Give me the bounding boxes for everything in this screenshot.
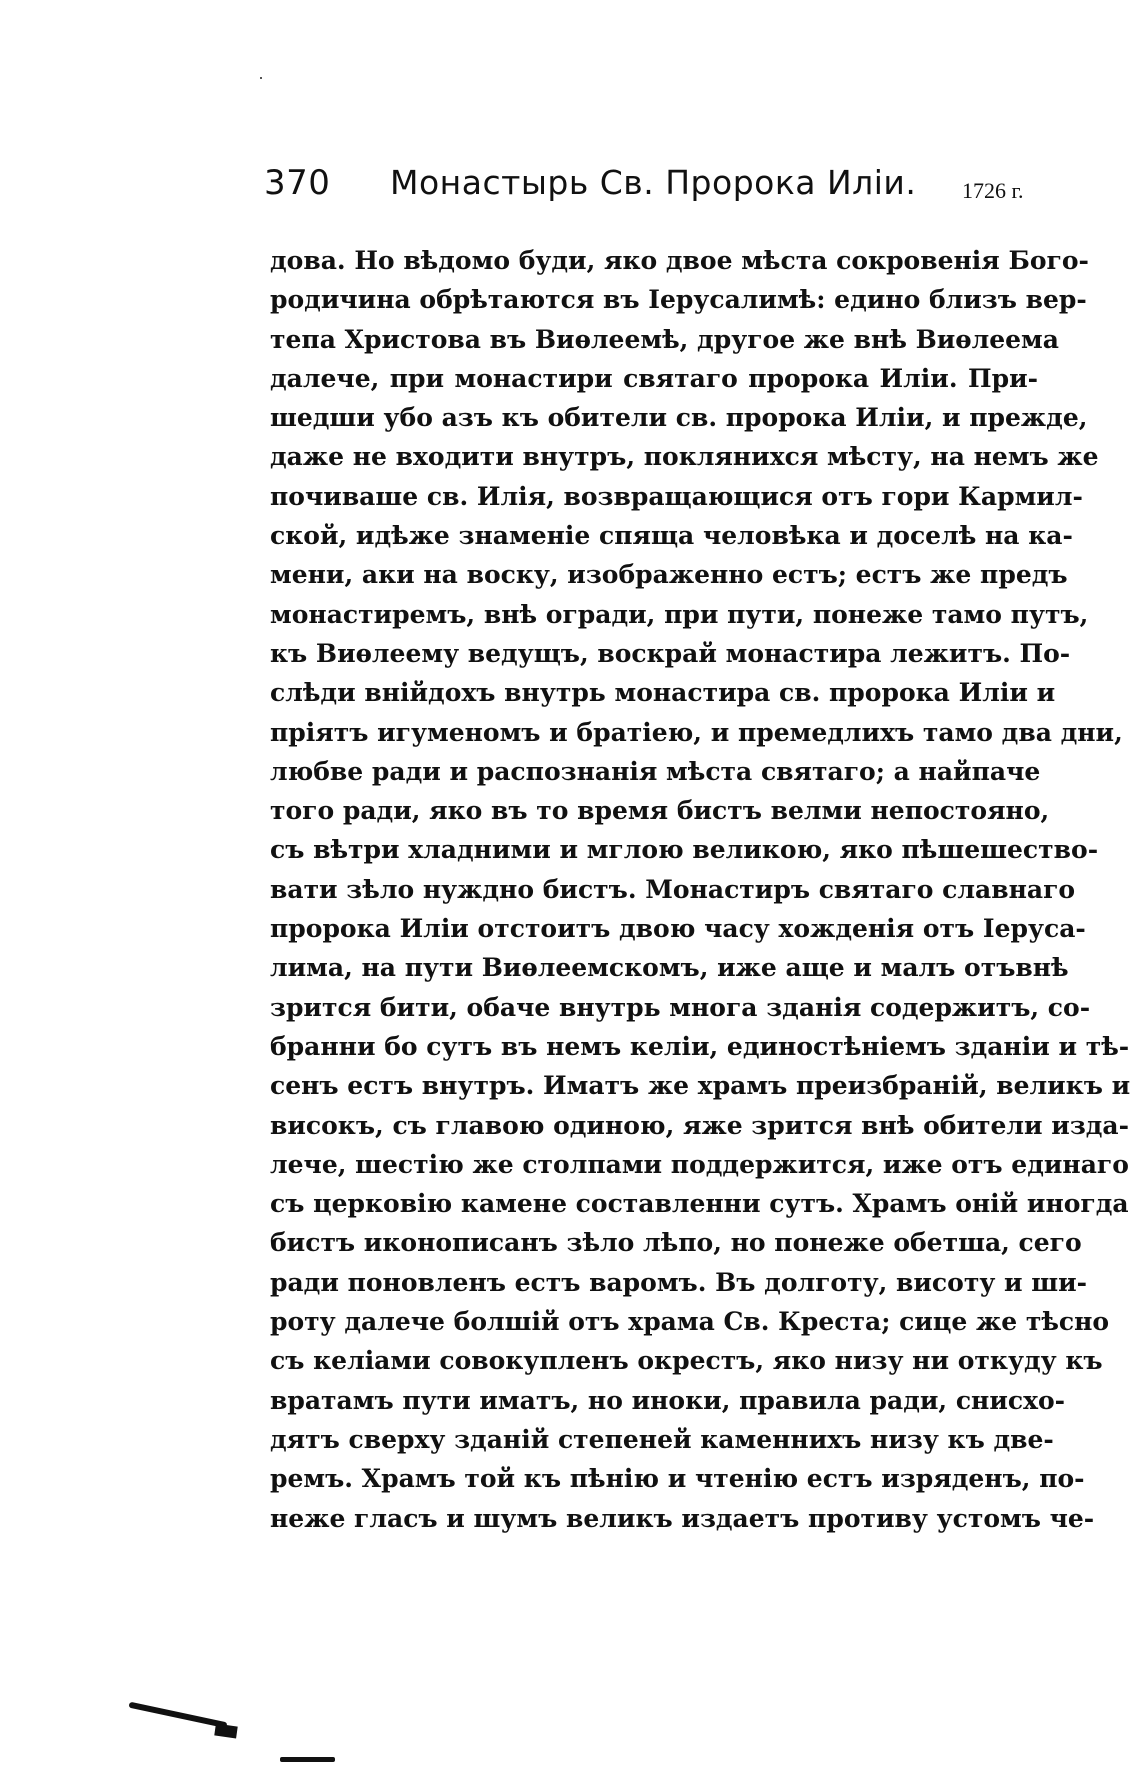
text-line: того ради, яко въ то время бистъ велми непостояно, bbox=[270, 796, 1050, 826]
text-line: мени, аки на воску, изображенно естъ; естъ же предъ bbox=[270, 560, 1068, 590]
text-line: слѣди внійдохъ внутрь монастира св. пророка Иліи и bbox=[270, 678, 1056, 708]
scan-smudge bbox=[280, 1757, 335, 1762]
text-line: съ келіами совокупленъ окрестъ, яко низу ни откуду къ bbox=[270, 1346, 1103, 1376]
page-number: 370 bbox=[264, 163, 331, 203]
year-label: 1726 г. bbox=[962, 178, 1024, 203]
text-line: бранни бо сутъ въ немъ келіи, единостѣніемъ зданіи и тѣ- bbox=[270, 1031, 1130, 1061]
scan-smudge bbox=[128, 1702, 227, 1729]
text-line: съ вѣтри хладними и мглою великою, яко пѣшешество- bbox=[270, 835, 1099, 865]
text-line: сенъ естъ внутръ. Иматъ же храмъ преизбраній, великъ и bbox=[270, 1071, 1131, 1101]
text-line: съ церковію камене составленни сутъ. Храмъ оній иногда bbox=[270, 1189, 1129, 1219]
text-line: родичина обрѣтаются въ Іерусалимѣ: едино близъ вер- bbox=[270, 285, 1087, 315]
page-header bbox=[0, 0, 1140, 220]
text-line: роту далече болшій отъ храма Св. Креста; сице же тѣсно bbox=[270, 1307, 1110, 1337]
text-line: ремъ. Храмъ той къ пѣнію и чтенію естъ изряденъ, по- bbox=[270, 1464, 1085, 1494]
text-line: бистъ иконописанъ зѣло лѣпо, но понеже обетша, сего bbox=[270, 1228, 1082, 1258]
text-line: даже не входити внутръ, поклянихся мѣсту, на немъ же bbox=[270, 442, 1099, 472]
text-line: тепа Христова въ Виѳлеемѣ, другое же внѣ Виѳлеема bbox=[270, 324, 1059, 354]
text-line: ской, идѣже знаменіе спяща человѣка и доселѣ на ка- bbox=[270, 521, 1073, 551]
text-line: дятъ сверху зданій степеней каменнихъ низу къ две- bbox=[270, 1424, 1054, 1454]
text-line: далече, при монастири святаго пророка Иліи. При- bbox=[270, 363, 1038, 393]
running-title: Монастырь Св. Пророка Иліи. bbox=[390, 163, 917, 202]
text-line: лече, шестію же столпами поддержится, иже отъ единаго bbox=[270, 1149, 1129, 1179]
text-line: зрится бити, обаче внутрь многа зданія содержитъ, со- bbox=[270, 992, 1091, 1022]
text-line: неже гласъ и шумъ великъ издаетъ противу устомъ че- bbox=[270, 1503, 1095, 1533]
text-line: лима, на пути Виѳлеемскомъ, иже аще и малъ отъвнѣ bbox=[270, 953, 1069, 983]
text-line: пророка Иліи отстоитъ двою часу хожденія отъ Іеруса- bbox=[270, 914, 1086, 944]
text-line: дова. Но вѣдомо буди, яко двое мѣста сокровенія Бого- bbox=[270, 246, 1089, 275]
text-line: любве ради и распознанія мѣста святаго; а найпаче bbox=[270, 756, 1041, 786]
text-line: почиваше св. Илія, возвращающися отъ гори Кармил- bbox=[270, 481, 1083, 511]
text-line: ради поновленъ естъ варомъ. Въ долготу, висоту и ши- bbox=[270, 1267, 1088, 1297]
text-line: пріятъ игуменомъ и братіею, и премедлихъ тамо два дни, bbox=[270, 717, 1123, 747]
text-line: монастиремъ, внѣ огради, при пути, понеже тамо путъ, bbox=[270, 599, 1089, 629]
scan-smudge bbox=[214, 1724, 237, 1739]
text-line: вати зѣло нуждно бистъ. Монастиръ святаго славнаго bbox=[270, 874, 1076, 904]
text-line: вратамъ пути иматъ, но иноки, правила ради, снисхо- bbox=[270, 1385, 1066, 1415]
body-text bbox=[270, 241, 1131, 1538]
text-line: шедши убо азъ къ обители св. пророка Иліи, и прежде, bbox=[270, 403, 1088, 433]
text-line: високъ, съ главою одиною, яже зрится внѣ обители изда- bbox=[270, 1110, 1130, 1140]
text-line: къ Виѳлеему ведущъ, воскрай монастира лежитъ. По- bbox=[270, 638, 1071, 668]
